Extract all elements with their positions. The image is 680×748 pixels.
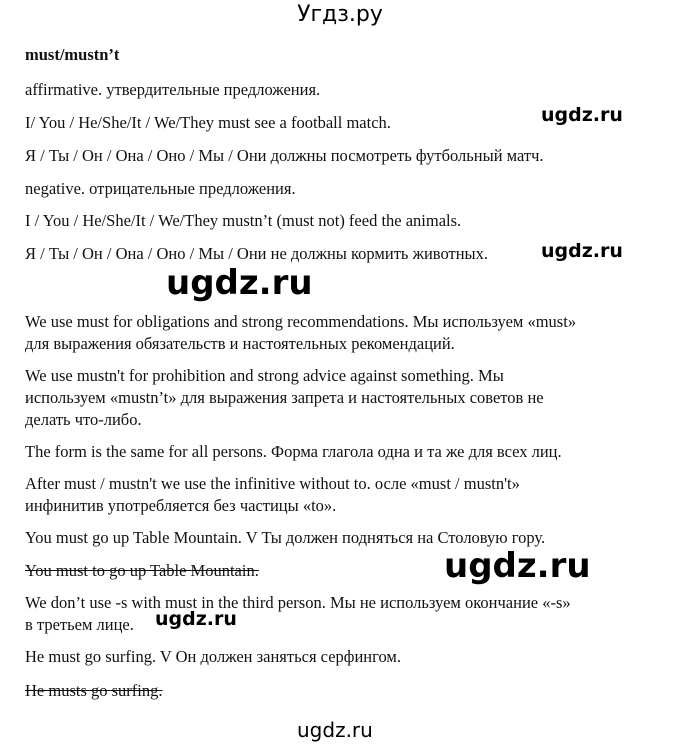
rule-obligation-line-1: We use must for obligations and strong recommendations. Мы используем «must» [25,312,577,331]
rule-same-form: The form is the same for all persons. Форма глагола одна и та же для всех лиц. [25,442,562,461]
affirmative-example-en: I/ You / He/She/It / We/They must see a football match. [25,113,391,132]
watermark: ugdz.ru [541,104,623,126]
rule-infinitive-line-2: инфинитив употребляется без частицы «to». [25,496,337,515]
section-heading: must/mustn’t [25,45,120,64]
site-title: Угдз.ру [297,2,383,27]
watermark: ugdz.ru [166,263,313,303]
negative-example-en: I / You / He/She/It / We/They mustn’t (must not) feed the animals. [25,211,462,230]
watermark: ugdz.ru [444,546,591,586]
correct-example-table-mountain: You must go up Table Mountain. V Ты должен подняться на Столовую гору. [25,528,546,547]
affirmative-example-ru: Я / Ты / Он / Она / Оно / Мы / Они должны посмотреть футбольный матч. [25,146,544,165]
negative-example-ru: Я / Ты / Он / Она / Оно / Мы / Они не должны кормить животных. [25,244,489,263]
incorrect-example-table-mountain: You must to go up Table Mountain. [25,561,259,580]
rule-prohibition-line-1: We use mustn't for prohibition and strong advice against something. Мы [25,366,504,385]
rule-obligation-line-2: для выражения обязательств и настоятельных рекомендаций. [25,334,455,353]
correct-example-surfing: He must go surfing. V Он должен заняться серфингом. [25,647,401,666]
watermark: ugdz.ru [541,240,623,262]
incorrect-example-surfing: He musts go surfing. [25,681,163,700]
watermark: ugdz.ru [155,608,237,630]
rule-prohibition-line-3: делать что-либо. [25,410,142,429]
rule-no-s-line-2: в третьем лице. [25,615,134,634]
rule-prohibition-line-2: используем «mustn’t» для выражения запрета и настоятельных советов не [25,388,544,407]
affirmative-label: affirmative. утвердительные предложения. [25,80,321,99]
negative-label: negative. отрицательные предложения. [25,179,296,198]
rule-no-s-line-1: We don’t use -s with must in the third person. Мы не используем окончание «-s» [25,593,571,612]
rule-infinitive-line-1: After must / mustn't we use the infinitive without to. осле «must / mustn't» [25,474,520,493]
watermark: ugdz.ru [297,718,373,742]
